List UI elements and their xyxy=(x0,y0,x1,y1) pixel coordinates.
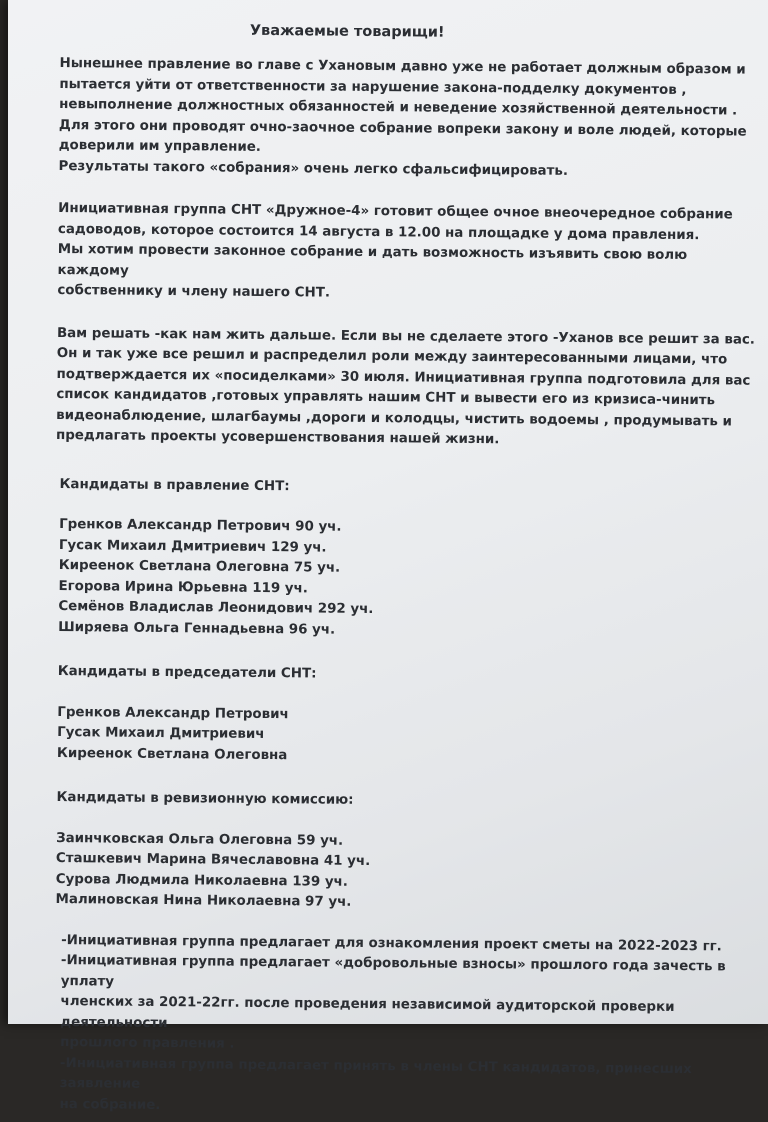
initiative-section xyxy=(57,199,758,308)
audit-candidates-heading: Кандидаты в ревизионную комиссию: xyxy=(56,790,354,808)
proposal-3: -Инициативная группа предлагает принять в члены СНТ кандидатов, принесших заявление на собрание. xyxy=(59,1055,692,1113)
list-item: Гусак Михаил Дмитриевич xyxy=(57,725,265,742)
list-item: Егорова Ирина Юрьевна 119 уч. xyxy=(58,578,308,596)
proposals-section xyxy=(49,930,751,1121)
list-item: Сурова Людмила Николаевна 139 уч. xyxy=(55,871,348,890)
board-candidates-list xyxy=(54,515,755,645)
list-item: Гренков Александр Петрович xyxy=(57,704,289,722)
intro-paragraph-3: Результаты такого «собрания» очень легко сфальсифицировать. xyxy=(58,158,569,179)
document-body xyxy=(49,18,759,1122)
list-item: Семёнов Владислав Леонидович 292 уч. xyxy=(58,599,374,618)
list-item: Сташкевич Марина Вячеславовна 41 уч. xyxy=(55,851,371,870)
list-item: Киреенок Светлана Олеговна 75 уч. xyxy=(58,558,341,576)
intro-section xyxy=(58,54,759,184)
list-item: Гренков Александр Петрович 90 уч. xyxy=(59,517,342,535)
proposal-2: -Инициативная группа предлагает «добровольные взносы» прошлого года зачесть в уплату членских за 2021-22гг. после проведения независимой аудиторской проверки деятельности прошлого правления . xyxy=(60,953,726,1052)
list-item: Киреенок Светлана Олеговна xyxy=(56,745,288,763)
intro-paragraph-1: Нынешнее правление во главе с Ухановым давно уже не работает должным образом и пытается уйти от ответственности за нарушение закона-подделку документов , невыполнение должностных обязанностей и неведение хозяйственной деятельности . xyxy=(59,55,746,119)
paper-sheet xyxy=(8,0,768,1113)
audit-candidates-section xyxy=(51,788,752,917)
chair-candidates-list xyxy=(53,702,754,770)
list-item: Ширяева Ольга Геннадьевна 96 уч. xyxy=(58,619,336,638)
decision-paragraph: Вам решать -как нам жить дальше. Если вы не сделаете этого -Уханов все решит за вас. Он и так уже все решил и распределил роли между заинтересованными лицами, что подтверждается их «посиделками» 30 июля. Инициативная группа подготовила для вас список кандидатов ,готовых управлять нашим СНТ и вывести его из кризиса-чинить видеонаблюдение, шлагбаумы ,дороги и колодцы, чистить водоемы , продумывать и предлагать проекты усовершенствования нашей жизни. xyxy=(55,325,755,448)
board-candidates-section xyxy=(54,474,756,644)
initiative-paragraph-2: Мы хотим провести законное собрание и дать возможность изъявить свою волю каждому собственнику и члену нашего СНТ. xyxy=(57,241,688,301)
list-item: Малиновская Нина Николаевна 97 уч. xyxy=(55,891,352,910)
chair-candidates-heading: Кандидаты в председатели СНТ: xyxy=(57,664,317,682)
list-item: Гусак Михаил Дмитриевич 129 уч. xyxy=(58,537,327,556)
proposal-1: -Инициативная группа предлагает для ознакомления проект сметы на 2022-2023 гг. xyxy=(61,932,722,954)
list-item: Заинчковская Ольга Олеговна 59 уч. xyxy=(56,830,344,849)
intro-paragraph-2: Для этого они проводят очно-заочное собрание вопреки закону и воле людей, которые доверили им управление. xyxy=(58,117,747,155)
audit-candidates-list xyxy=(51,828,752,917)
initiative-paragraph-1: Инициативная группа СНТ «Дружное-4» готовит общее очное внеочередное собрание садоводов, которое состоится 14 августа в 12.00 на площадке у дома правления. xyxy=(57,200,733,243)
chair-candidates-section xyxy=(53,662,754,771)
page-title: Уважаемые товарищи! xyxy=(249,22,445,41)
board-candidates-heading: Кандидаты в правление СНТ: xyxy=(59,476,290,494)
